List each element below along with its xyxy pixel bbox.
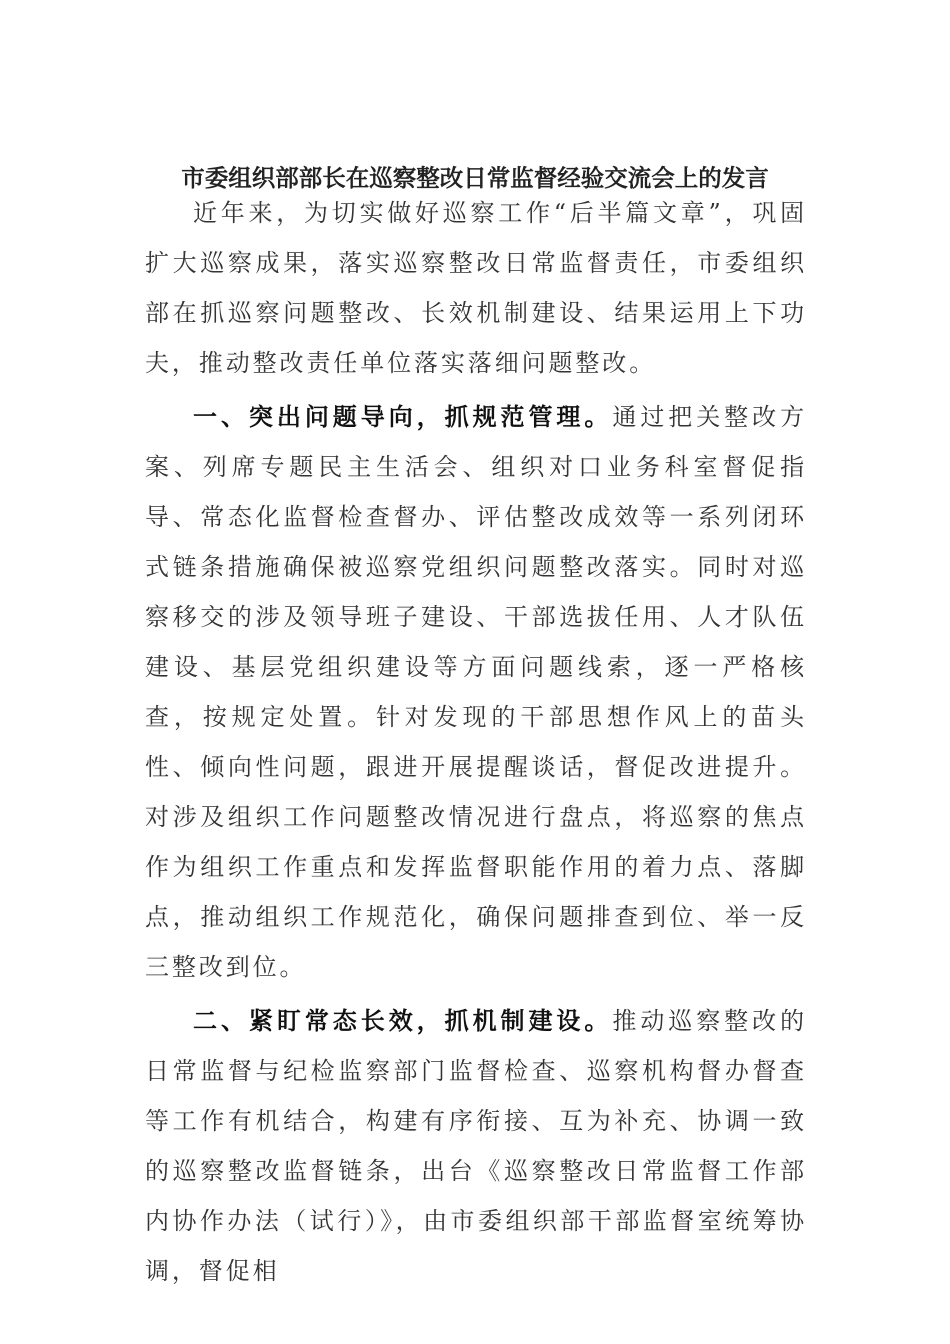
paragraph-section-one xyxy=(145,392,807,992)
paragraph-text: 近年来，为切实做好巡察工作“后半篇文章”，巩固扩大巡察成果，落实巡察整改日常监督责任，市委组织部在抓巡察问题整改、长效机制建设、结果运用上下功夫，推动整改责任单位落实落细问题整改。 xyxy=(145,199,807,377)
paragraph-lead: 二、紧盯常态长效，抓机制建设。 xyxy=(193,1006,613,1035)
paragraph-section-two xyxy=(145,996,807,1296)
document-title: 市委组织部部长在巡察整改日常监督经验交流会上的发言 xyxy=(181,164,769,192)
paragraph-intro xyxy=(145,188,807,388)
paragraph-text: 通过把关整改方案、列席专题民主生活会、组织对口业务科室督促指导、常态化监督检查督办、评估整改成效等一系列闭环式链条措施确保被巡察党组织问题整改落实。同时对巡察移交的涉及领导班子建设、干部选拔任用、人才队伍建设、基层党组织建设等方面问题线索，逐一严格核查，按规定处置。针对发现的干部思想作风上的苗头性、倾向性问题，跟进开展提醒谈话，督促改进提升。对涉及组织工作问题整改情况进行盘点，将巡察的焦点作为组织工作重点和发挥监督职能作用的着力点、落脚点，推动组织工作规范化，确保问题排查到位、举一反三整改到位。 xyxy=(145,403,807,981)
paragraph-text: 推动巡察整改的日常监督与纪检监察部门监督检查、巡察机构督办督查等工作有机结合，构建有序衔接、互为补充、协调一致的巡察整改监督链条，出台《巡察整改日常监督工作部内协作办法（试行）》，由市委组织部干部监督室统筹协调，督促相 xyxy=(145,1007,807,1285)
paragraph-lead: 一、突出问题导向，抓规范管理。 xyxy=(193,402,613,431)
document-body xyxy=(145,188,807,1296)
